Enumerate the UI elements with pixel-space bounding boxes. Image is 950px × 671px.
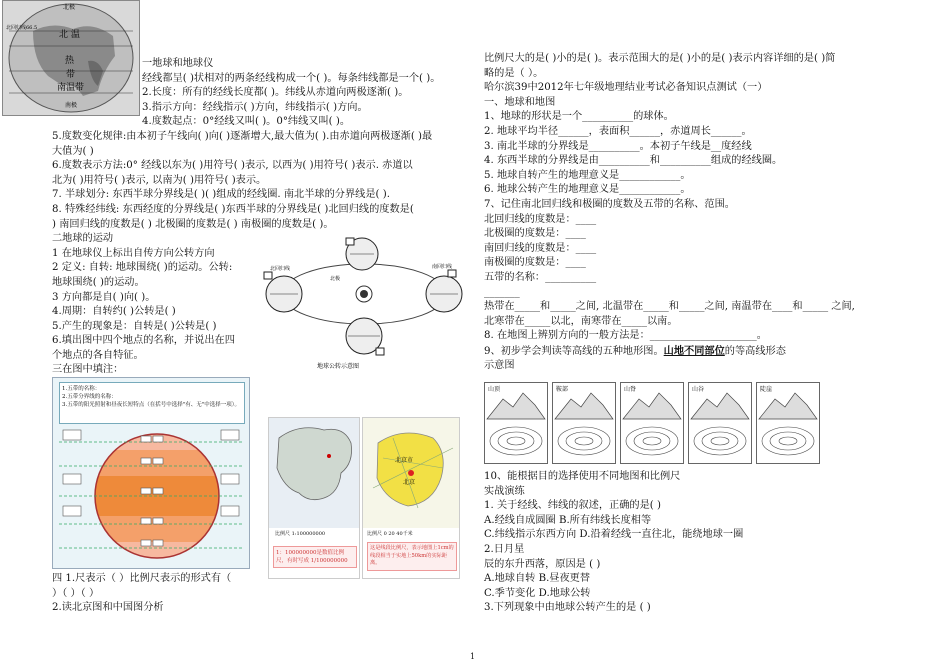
left-line: 经线都呈( )状相对的两条经线构成一个( )。每条纬线都是一个( )。 — [142, 72, 441, 84]
right-line: 1、地球的形状是一个__________的球体。 — [484, 111, 674, 123]
landform-label: 山谷 — [692, 386, 705, 393]
left-line: 北为( )用符号( )表示, 以南为( )用符号( )表示。 — [52, 174, 267, 186]
q9-prefix: 9、初步学会判读等高线的五种地形图。 — [484, 345, 664, 357]
left-line: ) 南回归线的度数是( ) 北极圈的度数是( ) 南极圈的度数是( )。 — [52, 218, 334, 230]
left-bottom-line-3: 2.读北京图和中国图分析 — [52, 602, 164, 614]
right-line: 热带在_____和_____之间, 北温带在_____和_____之间, 南温带在____和_____ 之间, — [484, 301, 855, 313]
china-map-svg — [269, 418, 359, 528]
right-bottom-line: 实战演练 — [484, 485, 525, 497]
right-bottom-line: 2.日月星 — [484, 543, 525, 555]
orbit-caption: 地球公转示意图 — [317, 363, 360, 370]
right-bottom-line: 辰的东升西落，原因是 ( ) — [484, 558, 601, 570]
right-bottom-block — [484, 470, 916, 616]
left-line: 3.指示方向：经线指示( )方向，纬线指示( )方向。 — [142, 101, 368, 113]
right-line: 6. 地球公转产生的地理意义是____________。 — [484, 184, 691, 196]
right-bottom-line: 3.下列现象中由地球公转产生的是 ( ) — [484, 602, 651, 614]
orbit-svg — [262, 236, 466, 374]
landform-icon — [689, 383, 751, 463]
right-bottom-line: 10、能根据目的选择使用不同地图和比例尺 — [484, 471, 681, 482]
right-line: 北回归线的度数是：____ — [484, 213, 597, 225]
left-bottom-line-1: 四 1.尺表示（ ）比例尺表示的形式有（ — [52, 573, 232, 584]
globe-label-belt: 带 — [66, 70, 76, 80]
globe-label-sp: 南极 — [65, 102, 78, 109]
left-line: 2.长度：所有的经线长度都( )。纬线从赤道向两极逐渐( )。 — [142, 87, 409, 99]
china-map-figure — [268, 417, 360, 579]
q9-line — [484, 344, 916, 360]
china-scale-label: 比例尺 1:100000000 — [275, 531, 326, 537]
left-line: 6.度数表示方法:0° 经线以东为( )用符号( )表示, 以西为( )用符号( )表示. 赤道以 — [52, 160, 413, 172]
right-line: 南回归线的度数是：____ — [484, 242, 597, 254]
right-line: _______ — [484, 286, 520, 298]
landform-label: 鞍部 — [556, 386, 569, 393]
beijing-city-label: 北京市 — [395, 457, 414, 464]
landform-label: 山顶 — [488, 386, 501, 393]
right-line: 比例尺大的是( )小的是( )。表示范围大的是( )小的是( )表示内容详细的是( )简 — [484, 53, 836, 64]
beijing-scale-label: 比例尺 0 20 40千米 — [367, 531, 413, 537]
left-bottom-line-2: ）（ ）（ ） — [52, 587, 100, 599]
landform-icon — [553, 383, 615, 463]
right-bottom-line: A.经线自成圆圈 B.所有纬线长度相等 — [484, 514, 652, 526]
left-line: 6.填出图中四个地点的名称，并说出在四 — [52, 335, 235, 347]
orbit-label-3: 北极 — [330, 276, 341, 282]
china-note: 1：100000000是数值比例尺，有时写成 1/100000000 — [273, 546, 357, 568]
right-line: 7、记住南北回归线和极圈的度数及五带的名称、范围。 — [484, 198, 735, 210]
landform-box — [756, 382, 820, 464]
left-line: 大值为( ) — [52, 145, 94, 157]
left-line: 2 定义: 自转: 地球围绕( )的运动。公转: — [52, 262, 233, 274]
landform-icon — [757, 383, 819, 463]
orbit-label-2: 南回归线 — [432, 264, 453, 270]
right-bottom-line: A.地球自转 B.昼夜更替 — [484, 573, 591, 585]
globe-label-south-temp: 南温带 — [57, 83, 85, 93]
left-bottom-block — [52, 572, 262, 616]
globe-label-torrid: 热 — [65, 56, 75, 66]
left-line: 7. 半球划分: 东西半球分界线是( )( )组成的经线圈. 南北半球的分界线是( ). — [52, 189, 390, 201]
left-line: 8. 特殊经纬线: 东西经度的分界线是( )东西半球的分界线是( )北回归线的度数是( — [52, 203, 414, 215]
beijing-map-svg — [363, 418, 459, 528]
globe-label-np: 北极 — [63, 4, 76, 11]
left-line: 3 方向都是自( )向( )。 — [52, 291, 156, 303]
belt-svg — [53, 378, 249, 568]
beijing-map-figure — [362, 417, 460, 579]
left-line: 三在图中填注： — [52, 364, 124, 376]
left-line: 二地球的运动 — [52, 233, 114, 245]
right-line: 一、地球和地图 — [484, 96, 556, 108]
q9-line-2: 示意图 — [484, 360, 515, 372]
landform-box — [552, 382, 616, 464]
left-line: 5.度数变化规律:由本初子午线向( )向( )逐渐增大,最大值为( ).由赤道向两极逐渐( )最 — [52, 130, 433, 142]
right-line: 2. 地球平均半径______，表面积______，赤道周长______。 — [484, 125, 752, 137]
left-line: 1 在地球仪上标出自传方向公转方向 — [52, 247, 215, 259]
orbit-label-1: 北回归线 — [270, 266, 291, 272]
right-bottom-line: C.纬线指示东西方向 D.沿着经线一直往北，能绕地球一圈 — [484, 529, 744, 541]
right-line: 北寒带在_____以北，南寒带在_____以南。 — [484, 315, 678, 327]
beijing-note: 这是线段比例尺，表示地图上1cm的线段相当于实地上50km的实际距离。 — [367, 542, 457, 571]
globe-label-lat: 北回归线66.5 — [6, 25, 38, 31]
belt-q3: 3.五带的阳光照射和昼夜长短特点（在括号中选择"有、无"中选择一项）。 — [62, 402, 241, 408]
belt-q1: 1.五带的名称： — [62, 386, 101, 392]
belt-diagram — [52, 377, 250, 569]
orbit-diagram — [262, 236, 466, 374]
landform-box — [688, 382, 752, 464]
landform-box — [484, 382, 548, 464]
right-line: 北极圈的度数是：____ — [484, 228, 586, 240]
belt-q2: 2.五带分界线的名称： — [62, 394, 117, 400]
landform-box — [620, 382, 684, 464]
left-line: 个地点的各自特征。 — [52, 349, 144, 361]
right-bottom-line: C.季节变化 D.地球公转 — [484, 587, 591, 599]
q9-suffix: 的等高线形态 — [724, 345, 786, 357]
right-line: 略的是（ ）。 — [484, 67, 544, 79]
right-line: 五带的名称：__________ — [484, 271, 597, 283]
left-line: 一地球和地球仪 — [142, 58, 214, 69]
landform-label: 山脊 — [624, 386, 637, 393]
right-bottom-line: 1. 关于经线、纬线的叙述，正确的是( ) — [484, 500, 661, 512]
left-line: 4.度数起点：0°经线又叫( )。0°纬线又叫( )。 — [142, 116, 351, 128]
right-line: 哈尔滨39中2012年七年级地理结业考试必备知识点测试（一） — [484, 82, 768, 94]
q9-bold: 山地不同部位 — [663, 344, 725, 357]
right-line: 8. 在地图上辨别方向的一般方法是：_____________________。 — [484, 330, 767, 342]
globe-label-temp: 北 温 — [59, 30, 80, 40]
landform-label: 陡崖 — [760, 386, 773, 393]
right-column — [484, 52, 916, 374]
right-line: 4. 东西半球的分界线是由__________和__________组成的经线圈。 — [484, 155, 783, 167]
left-line: 5.产生的现象是：自转是( )公转是( ) — [52, 320, 217, 332]
beijing-center-label: 北京 — [403, 479, 416, 486]
landform-icon — [621, 383, 683, 463]
left-line: 4.周期：自转约( )公转是( ) — [52, 306, 176, 318]
right-line: 5. 地球自转产生的地理意义是____________。 — [484, 169, 691, 181]
page-number: 1 — [470, 652, 476, 661]
right-line: 南极圈的度数是：____ — [484, 257, 586, 269]
right-text-block — [484, 52, 916, 344]
left-line: 地球围绕( )的运动。 — [52, 276, 145, 288]
right-line: 3. 南北半球的分界线是__________。本初子午线是__度经线 — [484, 140, 752, 152]
landform-icon — [485, 383, 547, 463]
landform-row — [484, 382, 916, 466]
